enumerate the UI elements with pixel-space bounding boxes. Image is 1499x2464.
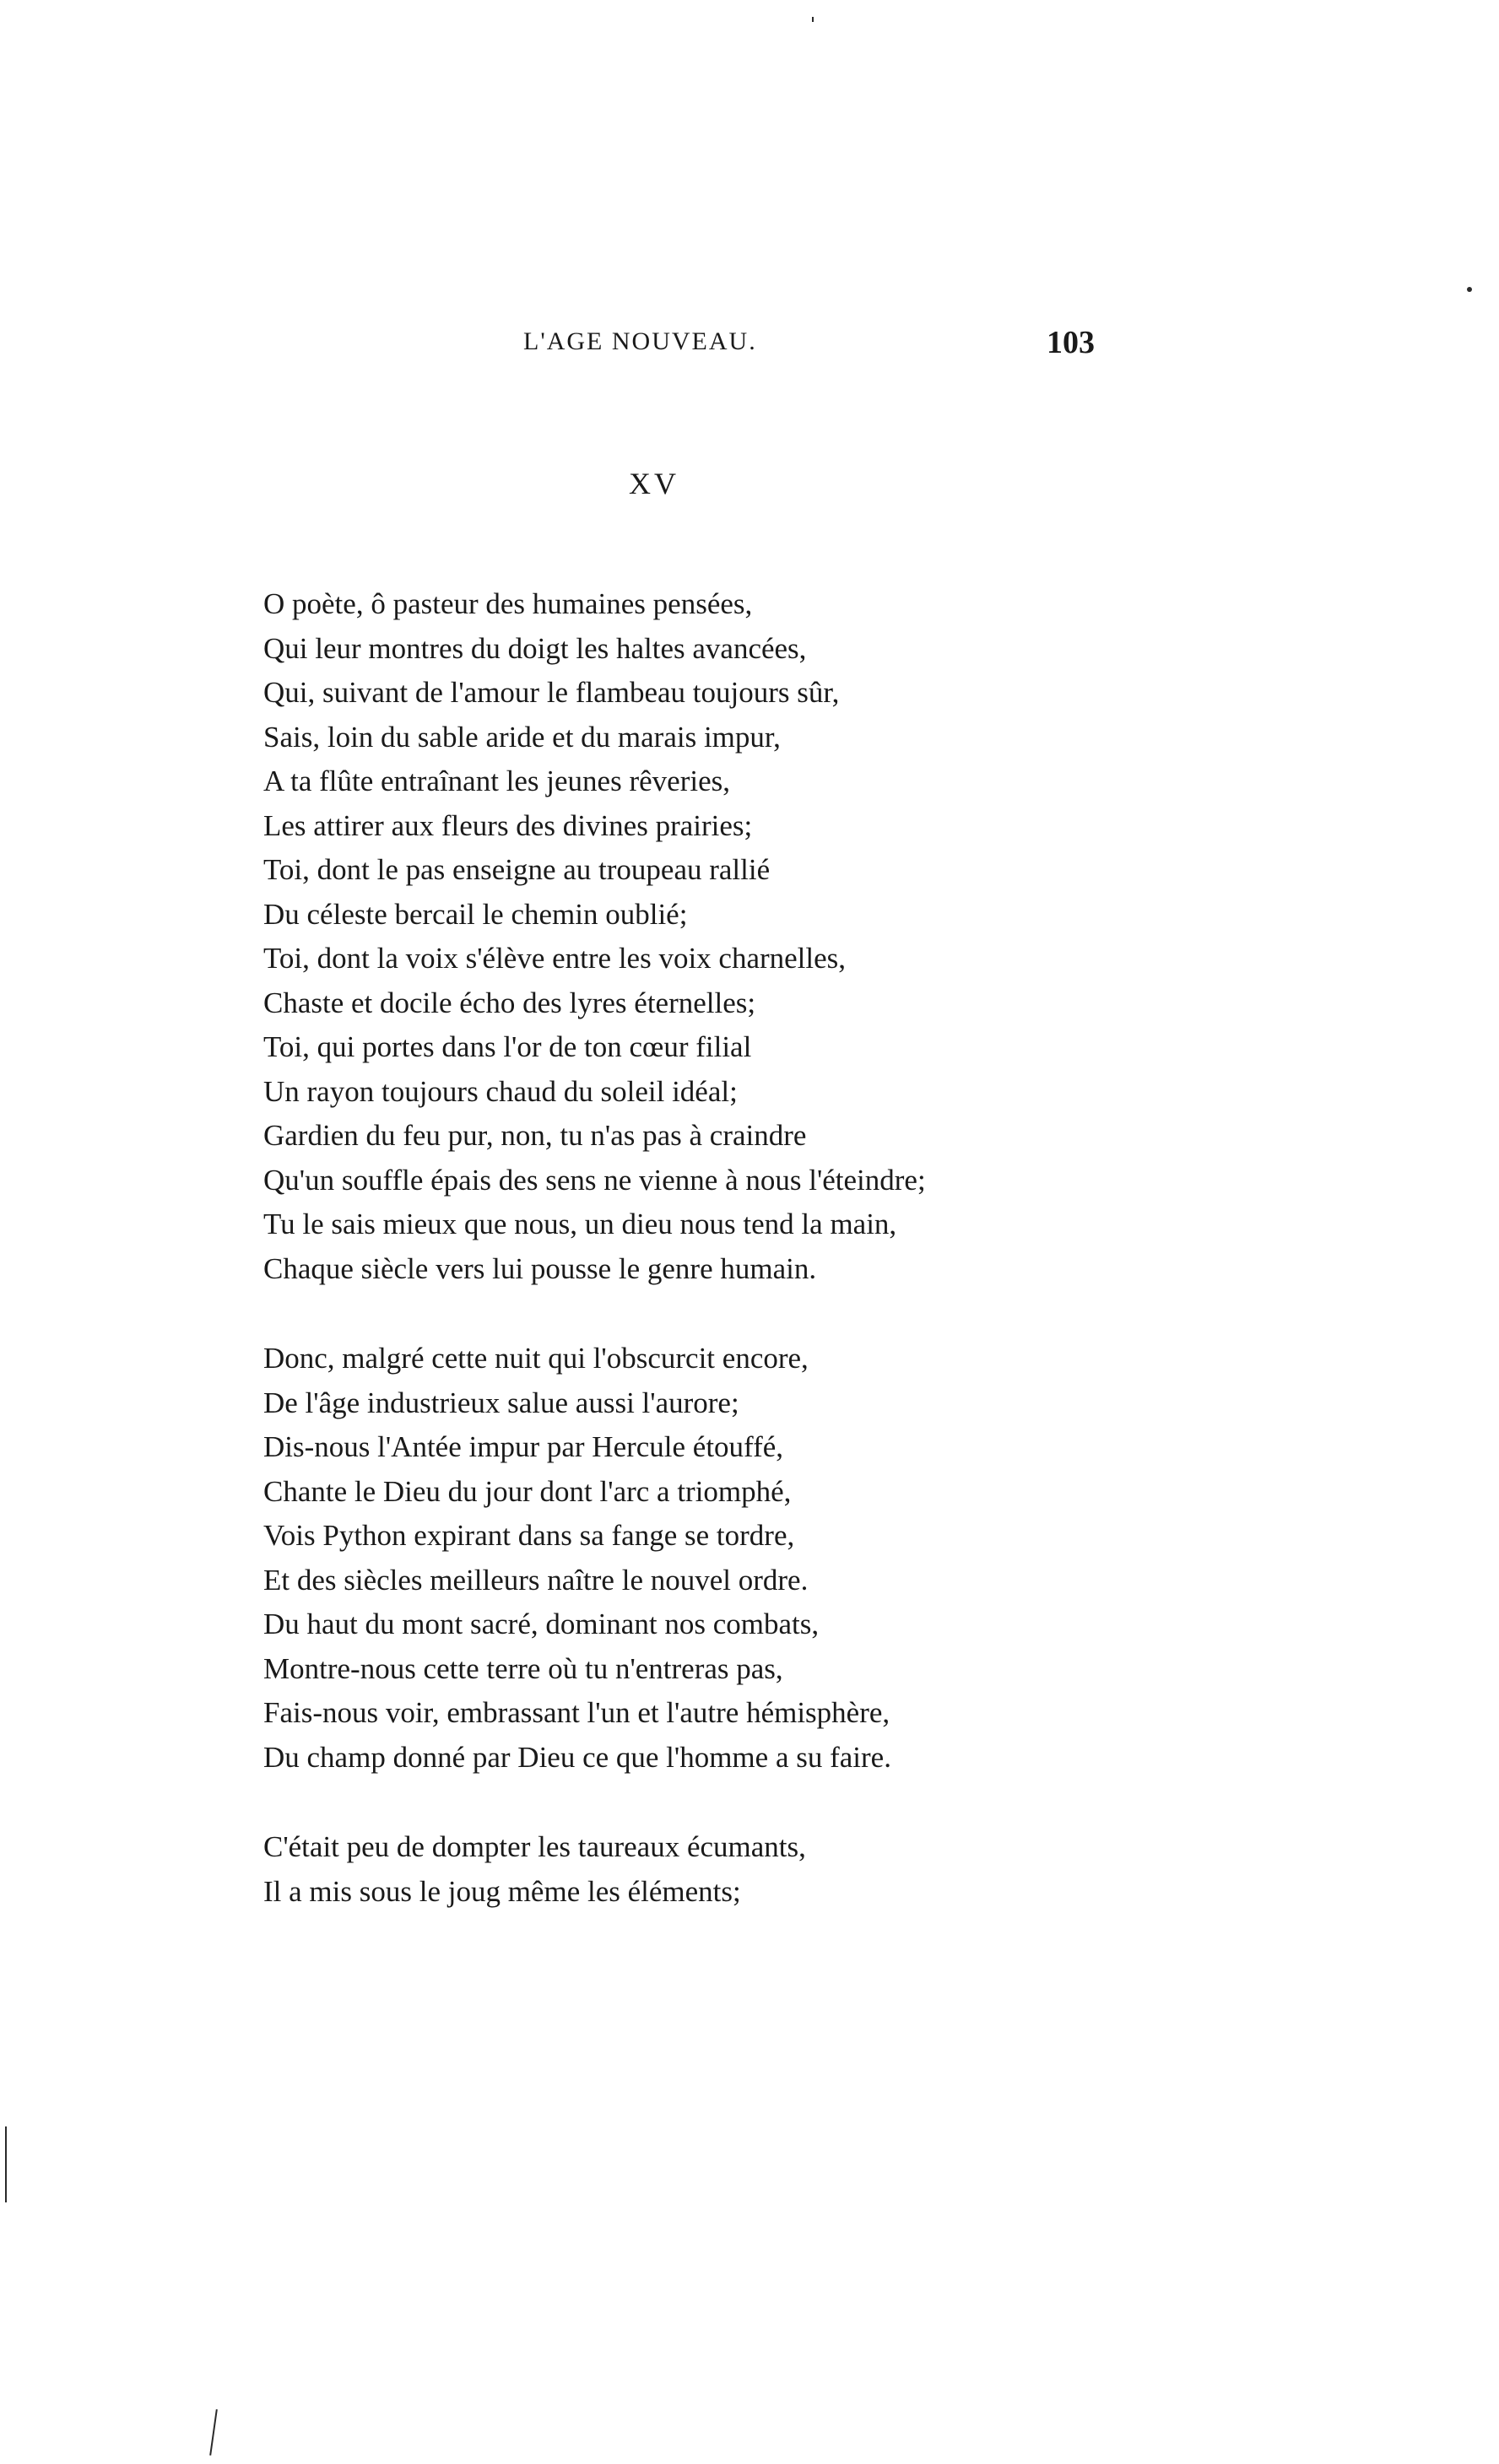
verse-line: Et des siècles meilleurs naître le nouvel ordre.: [263, 1563, 809, 1597]
verse-line: Toi, qui portes dans l'or de ton cœur filial: [263, 1030, 752, 1063]
stanza-2: [263, 1337, 1276, 1780]
verse-line: Du céleste bercail le chemin oublié;: [263, 897, 688, 931]
verse-line: Fais-nous voir, embrassant l'un et l'autre hémisphère,: [263, 1696, 890, 1729]
running-title: L'AGE NOUVEAU.: [523, 327, 757, 355]
verse-line: O poète, ô pasteur des humaines pensées,: [263, 587, 753, 620]
verse-line: Toi, dont la voix s'élève entre les voix charnelles,: [263, 942, 847, 975]
section-number: XV: [629, 467, 679, 500]
verse-line: De l'âge industrieux salue aussi l'aurore;: [263, 1386, 739, 1419]
verse-line: Un rayon toujours chaud du soleil idéal;: [263, 1074, 738, 1108]
verse-line: Chaque siècle vers lui pousse le genre humain.: [263, 1251, 817, 1285]
verse-line: Toi, dont le pas enseigne au troupeau rallié: [263, 853, 771, 886]
verse-line: Donc, malgré cette nuit qui l'obscurcit encore,: [263, 1342, 809, 1375]
poem: [263, 582, 1276, 1914]
stanza-3: [263, 1825, 1276, 1914]
scan-speck: [1467, 287, 1472, 292]
verse-line: Qui leur montres du doigt les haltes avancées,: [263, 631, 807, 665]
verse-line: A ta flûte entraînant les jeunes rêveries,: [263, 765, 730, 797]
verse-line: Gardien du feu pur, non, tu n'as pas à craindre: [263, 1119, 807, 1152]
verse-line: Montre-nous cette terre où tu n'entreras pas,: [263, 1651, 783, 1685]
scan-edge-mark: [5, 2126, 7, 2202]
scan-edge-mark: [209, 2409, 218, 2456]
verse-line: Sais, loin du sable aride et du marais impur,: [263, 720, 781, 754]
verse-line: Il a mis sous le joug même les éléments;: [263, 1874, 741, 1908]
verse-line: Dis-nous l'Antée impur par Hercule étouffé,: [263, 1430, 784, 1463]
verse-line: Les attirer aux fleurs des divines prairies;: [263, 808, 753, 842]
verse-line: C'était peu de dompter les taureaux écumants,: [263, 1830, 806, 1863]
verse-line: Du haut du mont sacré, dominant nos combats,: [263, 1608, 820, 1640]
verse-line: Chante le Dieu du jour dont l'arc a triomphé,: [263, 1474, 792, 1508]
verse-line: Chaste et docile écho des lyres éternelles;: [263, 986, 756, 1019]
verse-line: Qu'un souffle épais des sens ne vienne à nous l'éteindre;: [263, 1163, 926, 1197]
verse-line: Tu le sais mieux que nous, un dieu nous tend la main,: [263, 1208, 897, 1240]
verse-line: Qui, suivant de l'amour le flambeau toujours sûr,: [263, 676, 840, 709]
stanza-1: [263, 582, 1276, 1291]
page-number: 103: [1047, 325, 1095, 360]
verse-line: Vois Python expirant dans sa fange se tordre,: [263, 1519, 795, 1552]
verse-line: Du champ donné par Dieu ce que l'homme a su faire.: [263, 1740, 891, 1774]
scan-speck: [812, 17, 814, 22]
